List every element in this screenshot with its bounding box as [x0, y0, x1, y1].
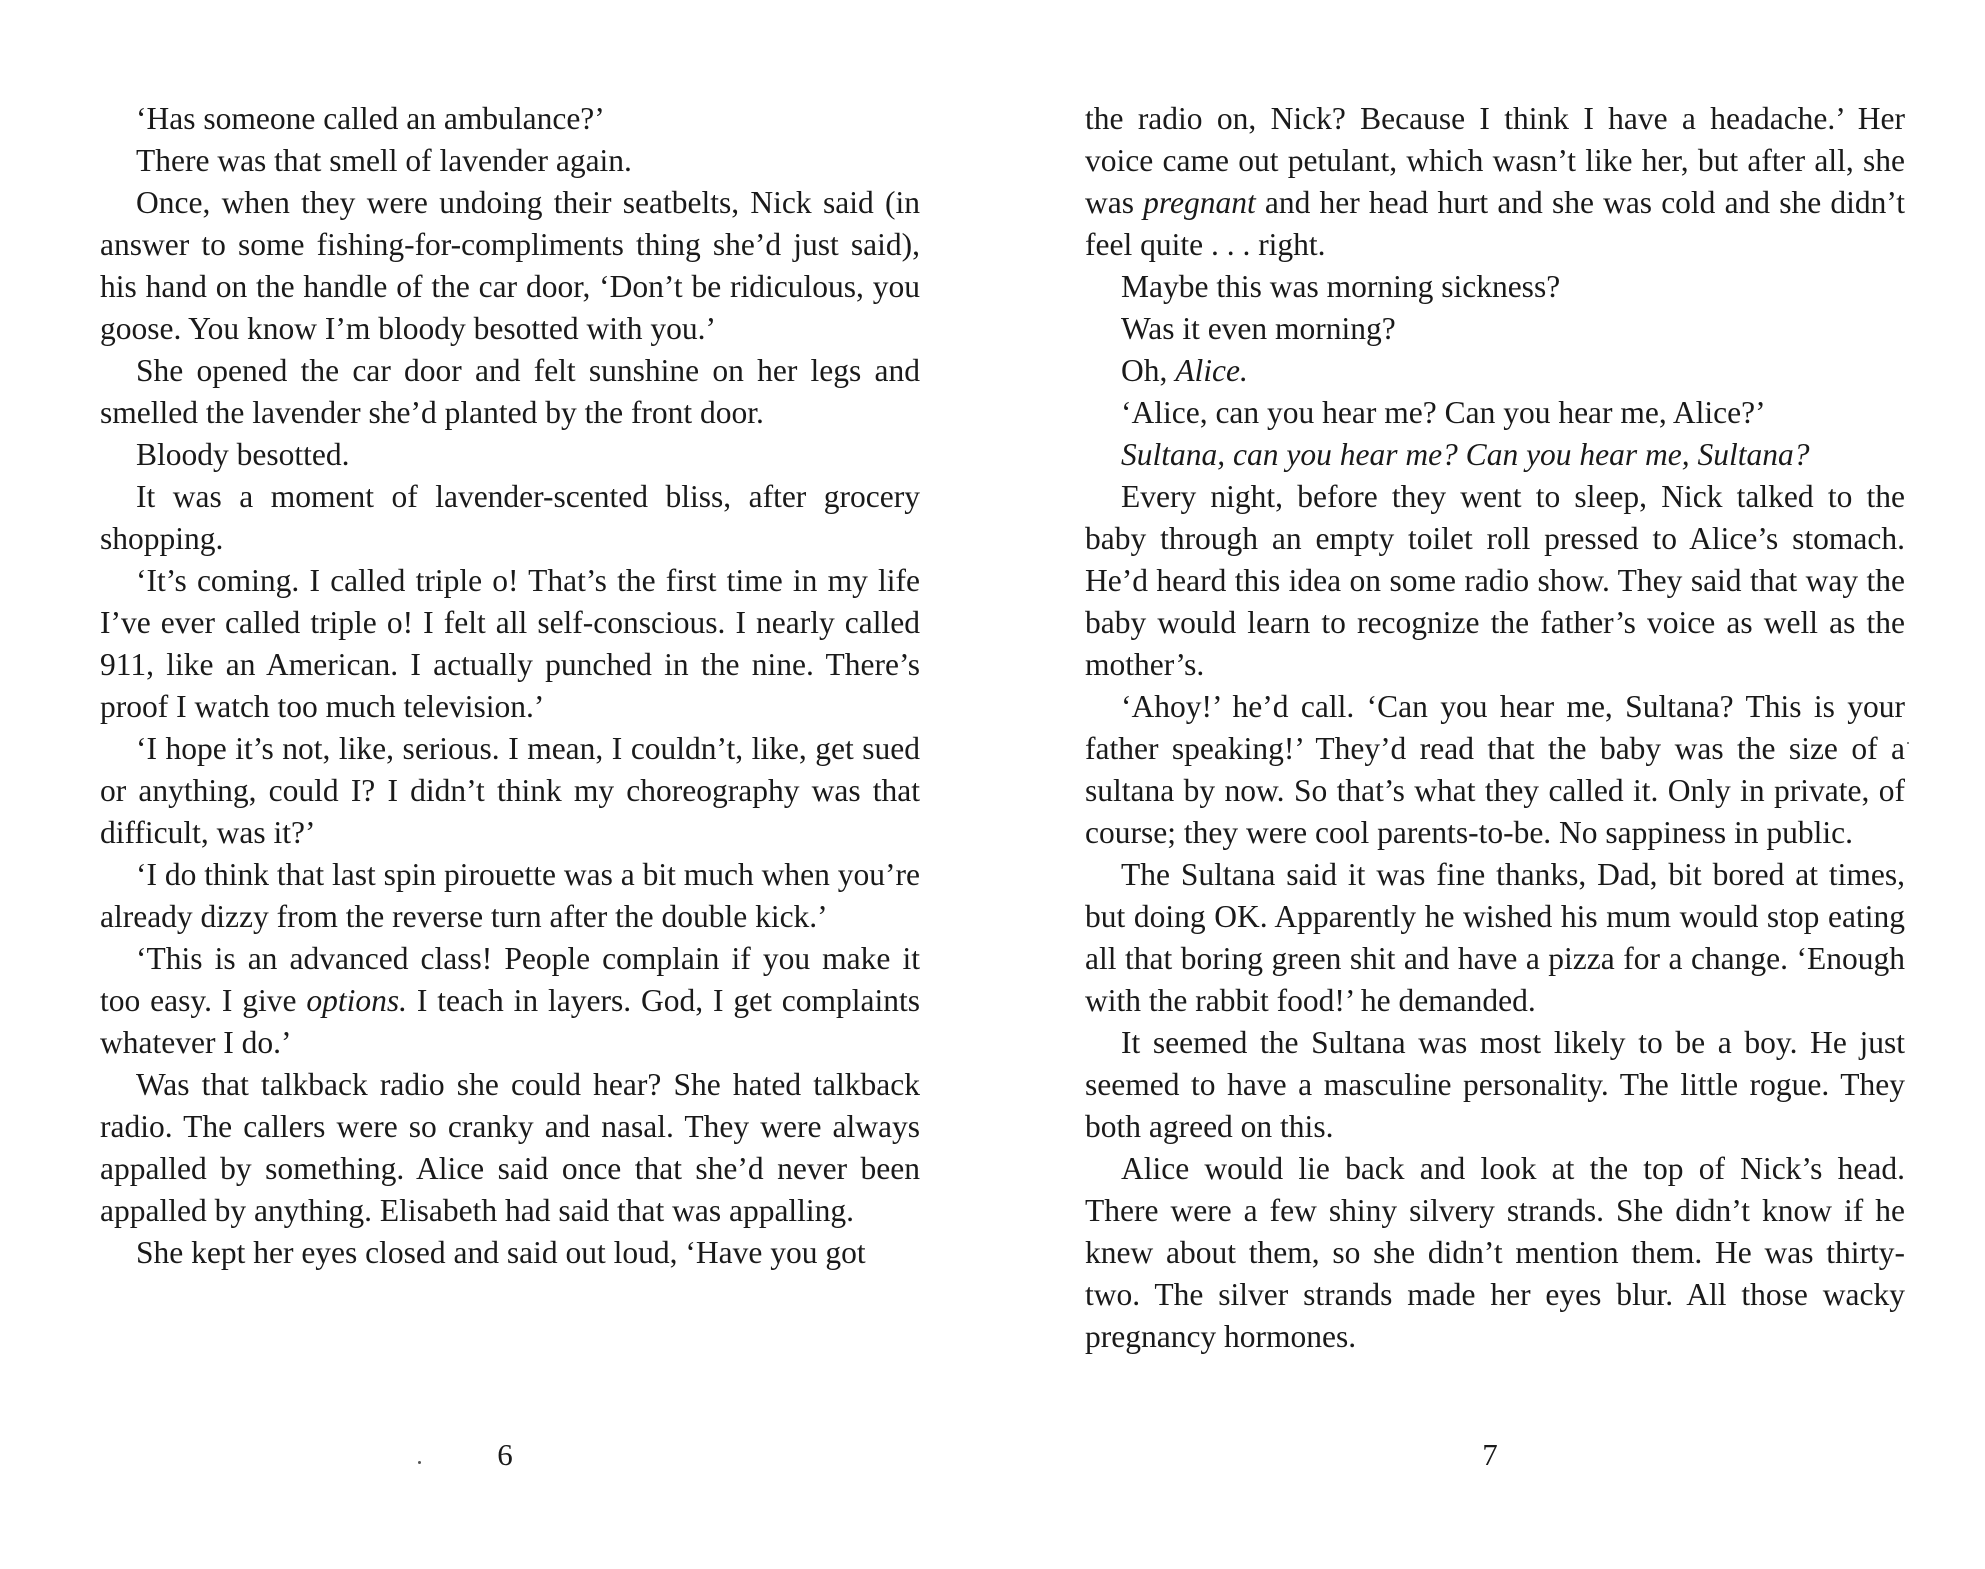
- paragraph-text: Was it even morning?: [1121, 311, 1396, 346]
- paragraph: [100, 140, 920, 182]
- paragraph: [1085, 854, 1905, 1022]
- paragraph-text: ‘Alice, can you hear me? Can you hear me, Alice?’: [1121, 395, 1766, 430]
- paragraph-text: The Sultana said it was fine thanks, Dad, bit bored at times, but doing OK. Apparently he wished his mum would stop eating all that boring green shit and have a pizza for a change. ‘Enough with the rabbit food!’ he demanded.: [1085, 857, 1905, 1018]
- italic-text: pregnant: [1143, 185, 1256, 220]
- paragraph: [100, 938, 920, 1064]
- paragraph-text: ‘I do think that last spin pirouette was a bit much when you’re already dizzy from the reverse turn after the double kick.’: [100, 857, 920, 934]
- paragraph-text: ‘I hope it’s not, like, serious. I mean, I couldn’t, like, get sued or anything, could I? I didn’t think my choreography was that difficult, was it?’: [100, 731, 920, 850]
- paragraph-text: Was that talkback radio she could hear? She hated talkback radio. The callers were so cranky and nasal. They were always appalled by something. Alice said once that she’d never been appalled by anything. Elisabeth had said that was appalling.: [100, 1067, 920, 1228]
- paragraph-text: Every night, before they went to sleep, Nick talked to the baby through an empty toilet roll pressed to Alice’s stomach. He’d heard this idea on some radio show. They said that way the baby would learn to recognize the father’s voice as well as the mother’s.: [1085, 479, 1905, 682]
- paragraph-text: ‘Has someone called an ambulance?’: [136, 101, 605, 136]
- scan-speck: [1907, 742, 1909, 744]
- paragraph-text: She kept her eyes closed and said out loud, ‘Have you got: [136, 1235, 866, 1270]
- paragraph: [1085, 392, 1905, 434]
- paragraph: [100, 728, 920, 854]
- paragraph: [100, 476, 920, 560]
- paragraph: [1085, 476, 1905, 686]
- page-number-right: 7: [1482, 1437, 1498, 1472]
- paragraph-text: ‘This is an advanced class! People complain if you make it too easy. I give: [100, 941, 920, 1018]
- paragraph: [1085, 350, 1905, 392]
- paragraph-text: ‘Ahoy!’ he’d call. ‘Can you hear me, Sultana? This is your father speaking!’ They’d read that the baby was the size of a sultana by now. So that’s what they called it. Only in private, of course; they were cool parents-to-be. No sappiness in public.: [1085, 689, 1905, 850]
- paragraph-text: Once, when they were undoing their seatbelts, Nick said (in answer to some fishing-for-compliments thing she’d just said), his hand on the handle of the car door, ‘Don’t be ridiculous, you goose. You know I’m bloody besotted with you.’: [100, 185, 920, 346]
- italic-text: options.: [306, 983, 407, 1018]
- paragraph-text: Oh,: [1121, 353, 1176, 388]
- paragraph-text: and her head hurt and she was cold and she didn’t feel quite . . . right.: [1085, 185, 1905, 262]
- paragraph: [1085, 308, 1905, 350]
- paragraph: [100, 854, 920, 938]
- right-page: [1085, 98, 1905, 1358]
- paragraph: [1085, 266, 1905, 308]
- left-page: [100, 98, 920, 1274]
- paragraph-text: I teach in layers. God, I get complaints whatever I do.’: [100, 983, 920, 1060]
- paragraph-text: There was that smell of lavender again.: [136, 143, 632, 178]
- paragraph: [1085, 1148, 1905, 1358]
- paragraph: [100, 182, 920, 350]
- paragraph-text: Maybe this was morning sickness?: [1121, 269, 1561, 304]
- paragraph: [100, 560, 920, 728]
- paragraph: [1085, 686, 1905, 854]
- paragraph-text: It was a moment of lavender-scented bliss, after grocery shopping.: [100, 479, 920, 556]
- paragraph-text: the radio on, Nick? Because I think I have a headache.’ Her voice came out petulant, which wasn’t like her, but after all, she was: [1085, 101, 1905, 220]
- paragraph-text: Alice would lie back and look at the top of Nick’s head. There were a few shiny silvery strands. She didn’t know if he knew about them, so she didn’t mention them. He was thirty-two. The silver strands made her eyes blur. All those wacky pregnancy hormones.: [1085, 1151, 1905, 1354]
- paragraph: [1085, 1022, 1905, 1148]
- paragraph: [100, 98, 920, 140]
- italic-text: Sultana, can you hear me? Can you hear me, Sultana?: [1121, 437, 1810, 472]
- paragraph: [100, 434, 920, 476]
- italic-text: Alice.: [1175, 353, 1248, 388]
- paragraph-text: It seemed the Sultana was most likely to be a boy. He just seemed to have a masculine personality. The little rogue. They both agreed on this.: [1085, 1025, 1905, 1144]
- paragraph: [1085, 98, 1905, 266]
- paragraph: [100, 1232, 920, 1274]
- page-number-left: 6: [497, 1437, 513, 1472]
- paragraph: [1085, 434, 1905, 476]
- paragraph-text: She opened the car door and felt sunshine on her legs and smelled the lavender she’d planted by the front door.: [100, 353, 920, 430]
- scan-speck: [418, 1461, 421, 1464]
- paragraph: [100, 1064, 920, 1232]
- paragraph-text: ‘It’s coming. I called triple o! That’s the first time in my life I’ve ever called triple o! I felt all self-conscious. I nearly called 911, like an American. I actually punched in the nine. There’s proof I watch too much television.’: [100, 563, 920, 724]
- paragraph-text: Bloody besotted.: [136, 437, 350, 472]
- paragraph: [100, 350, 920, 434]
